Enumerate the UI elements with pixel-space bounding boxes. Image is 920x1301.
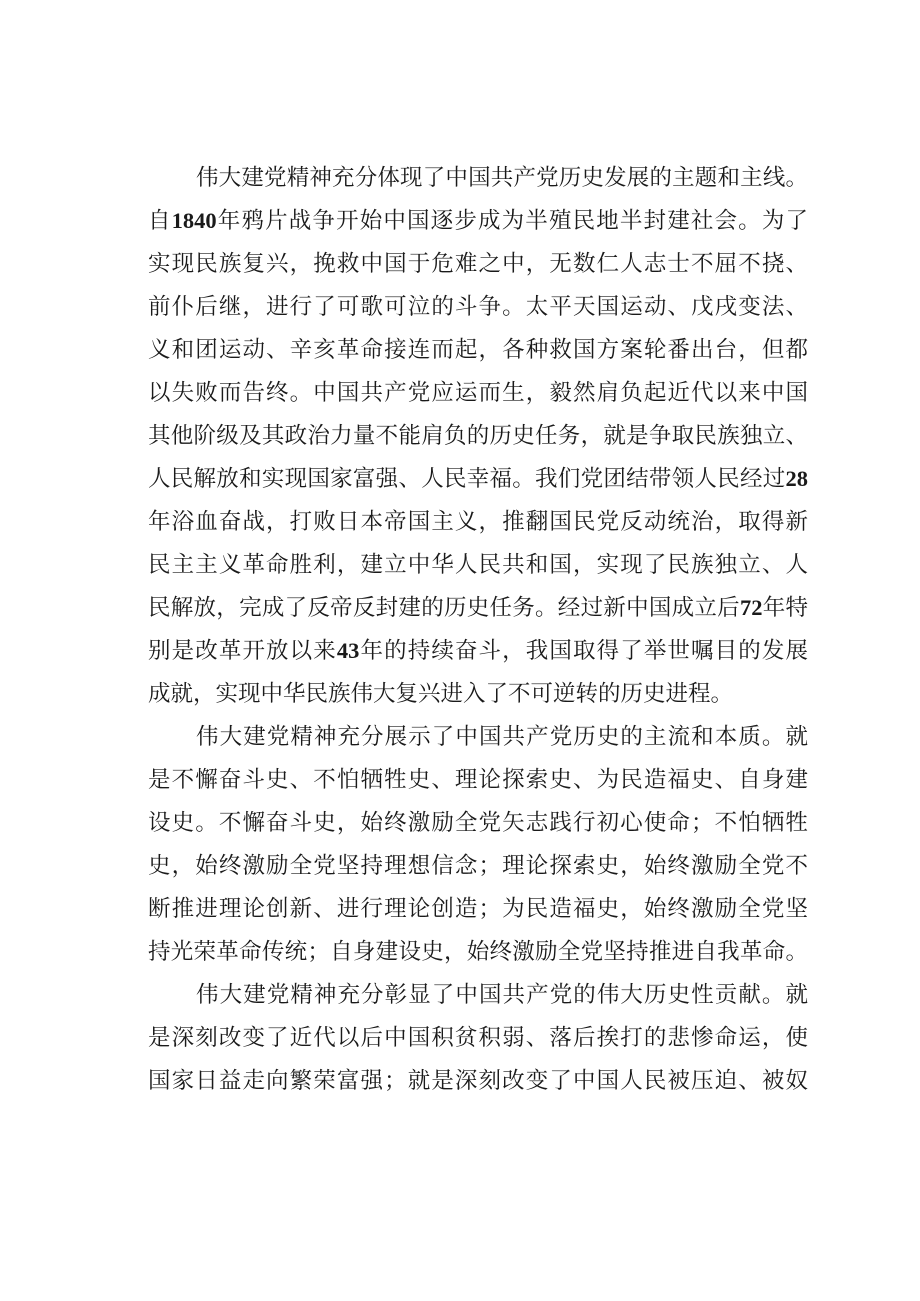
paragraph-1-line-9: 年浴血奋战，打败日本帝国主义，推翻国民党反动统治，取得新 (148, 509, 808, 535)
paragraph-2-line-5: 断推进理论创新、进行理论创造；为民造福史，始终激励全党坚 (148, 896, 808, 922)
paragraph-2-line-2: 是不懈奋斗史、不怕牺牲史、理论探索史、为民造福史、自身建 (148, 767, 808, 793)
paragraph-1-line-6: 以失败而告终。中国共产党应运而生，毅然肩负起近代以来中国 (148, 380, 808, 406)
paragraph-1-line-4: 前仆后继，进行了可歌可泣的斗争。太平天国运动、戊戌变法、 (148, 294, 808, 320)
numeral: 43 (336, 638, 360, 663)
paragraph-2-line-3: 设史。不懈奋斗史，始终激励全党矢志践行初心使命；不怕牺牲 (148, 810, 808, 836)
paragraph-3-line-3: 国家日益走向繁荣富强；就是深刻改变了中国人民被压迫、被奴 (148, 1068, 808, 1094)
paragraph-1-line-5: 义和团运动、辛亥革命接连而起，各种救国方案轮番出台，但都 (148, 337, 808, 363)
paragraph-1-line-12: 别是改革开放以来43年的持续奋斗，我国取得了举世嘱目的发展 (148, 638, 808, 664)
paragraph-1-line-11: 民解放，完成了反帝反封建的历史任务。经过新中国成立后72年特 (148, 595, 808, 621)
paragraph-1-line-13: 成就，实现中华民族伟大复兴进入了不可逆转的历史进程。 (148, 681, 734, 707)
paragraph-3-line-1: 伟大建党精神充分彰显了中国共产党的伟大历史性贡献。就 (196, 982, 808, 1008)
paragraph-1-line-7: 其他阶级及其政治力量不能肩负的历史任务，就是争取民族独立、 (148, 423, 808, 449)
paragraph-2-line-6: 持光荣革命传统；自身建设史，始终激励全党坚持推进自我革命。 (148, 939, 808, 965)
paragraph-2-line-1: 伟大建党精神充分展示了中国共产党历史的主流和本质。就 (196, 724, 808, 750)
numeral: 1840 (171, 208, 217, 233)
paragraph-1-line-8: 人民解放和实现国家富强、人民幸福。我们党团结带领人民经过28 (148, 466, 808, 492)
numeral: 72 (739, 595, 763, 620)
paragraph-1-line-2: 自1840年鸦片战争开始中国逐步成为半殖民地半封建社会。为了 (148, 208, 808, 234)
paragraph-2-line-4: 史，始终激励全党坚持理想信念；理论探索史，始终激励全党不 (148, 853, 808, 879)
paragraph-1-line-10: 民主主义革命胜利，建立中华人民共和国，实现了民族独立、人 (148, 552, 808, 578)
paragraph-1-line-3: 实现民族复兴，挽救中国于危难之中，无数仁人志士不屈不挠、 (148, 251, 808, 277)
numeral: 28 (785, 466, 808, 491)
paragraph-3-line-2: 是深刻改变了近代以后中国积贫积弱、落后挨打的悲惨命运，使 (148, 1025, 808, 1051)
paragraph-1-line-1: 伟大建党精神充分体现了中国共产党历史发展的主题和主线。 (196, 165, 808, 191)
